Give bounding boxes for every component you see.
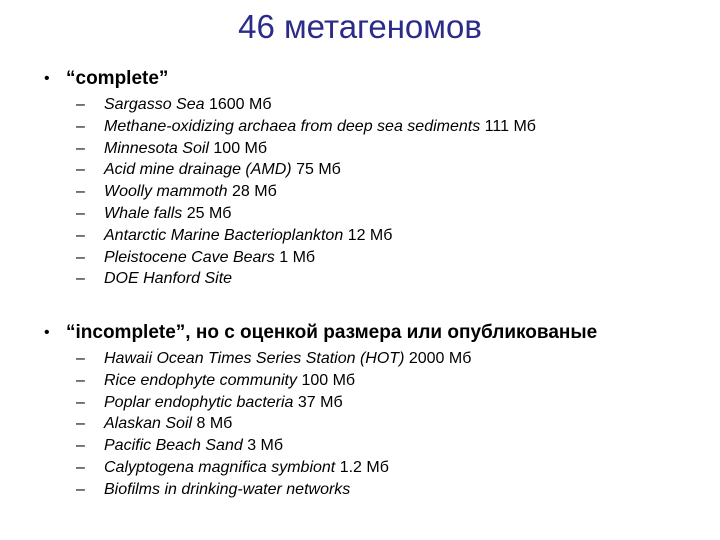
- list-item: [0, 479, 720, 501]
- item-size: 37 Мб: [297, 393, 343, 411]
- list-item: [0, 203, 720, 225]
- item-size: 111 Мб: [484, 117, 536, 135]
- list-item: [0, 348, 720, 370]
- item-name: Pacific Beach Sand: [104, 437, 243, 455]
- item-name: Woolly mammoth: [104, 183, 228, 201]
- item-name: Calyptogena magnifica symbiont: [104, 458, 336, 476]
- list-item: [0, 413, 720, 435]
- dash-marker: –: [76, 371, 85, 389]
- list-item: [0, 116, 720, 138]
- list-item: [0, 94, 720, 116]
- metagenome-list-incomplete: [0, 348, 720, 501]
- item-size: 2000 Мб: [408, 350, 472, 367]
- item-size: 75 Мб: [296, 161, 341, 179]
- item-name: DOE Hanford Site: [104, 270, 233, 288]
- item-name: Antarctic Marine Bacterioplankton: [104, 226, 344, 244]
- item-name: Methane-oxidizing archaea from deep sea sediments: [104, 117, 481, 135]
- list-item: [0, 370, 720, 392]
- item-size: 3 Мб: [247, 437, 284, 455]
- item-name: Acid mine drainage (AMD): [104, 161, 292, 179]
- item-text: [104, 413, 232, 435]
- item-name: Poplar endophytic bacteria: [104, 393, 294, 411]
- item-size: 1 Мб: [279, 248, 316, 266]
- dash-marker: –: [76, 393, 85, 411]
- list-item: [0, 225, 720, 247]
- item-name: Rice endophyte community: [104, 371, 297, 389]
- section-complete: [0, 64, 720, 290]
- dash-marker: –: [76, 161, 85, 179]
- section-heading-text: “incomplete”, но с оценкой размера или опубликованые: [66, 322, 598, 343]
- item-name: Whale falls: [104, 204, 183, 222]
- list-item: [0, 457, 720, 479]
- list-item: [0, 392, 720, 414]
- dash-marker: –: [76, 248, 85, 266]
- metagenome-list-complete: [0, 94, 720, 290]
- item-name: Alaskan Soil: [104, 415, 193, 433]
- dash-marker: –: [76, 183, 85, 201]
- item-size: 25 Мб: [186, 204, 232, 222]
- item-size: 1600 Мб: [208, 96, 272, 113]
- list-item: [0, 247, 720, 269]
- list-item: [0, 138, 720, 160]
- item-text: [104, 348, 471, 370]
- dash-marker: –: [76, 117, 85, 135]
- dash-marker: –: [76, 480, 85, 498]
- item-text: [104, 457, 389, 479]
- dash-marker: –: [76, 350, 85, 367]
- item-text: [104, 370, 355, 392]
- list-item: [0, 159, 720, 181]
- dash-marker: –: [76, 139, 85, 157]
- item-text: [104, 479, 350, 501]
- item-size: 28 Мб: [232, 183, 277, 201]
- item-size: 1.2 Мб: [339, 458, 389, 476]
- item-size: 8 Мб: [196, 415, 233, 433]
- item-name: Minnesota Soil: [104, 139, 209, 157]
- item-name: Hawaii Ocean Times Series Station (HOT): [104, 350, 405, 367]
- item-text: [104, 94, 272, 116]
- list-item: [0, 435, 720, 457]
- item-size: 100 Мб: [213, 139, 268, 157]
- item-text: [104, 247, 315, 269]
- section-heading: [0, 318, 720, 348]
- dash-marker: –: [76, 270, 85, 288]
- item-text: [104, 181, 277, 203]
- item-name: Pleistocene Cave Bears: [104, 248, 275, 266]
- item-size: 100 Мб: [301, 371, 356, 389]
- item-text: [104, 116, 536, 138]
- bullet-marker: •: [44, 324, 50, 341]
- slide-title: 46 метагеномов: [238, 8, 482, 45]
- item-name: Sargasso Sea: [104, 96, 205, 113]
- section-heading: [0, 64, 720, 94]
- item-size: 12 Мб: [347, 226, 393, 244]
- bullet-marker: •: [44, 70, 50, 87]
- dash-marker: –: [76, 415, 85, 433]
- list-item: [0, 181, 720, 203]
- item-text: [104, 159, 341, 181]
- item-text: [104, 225, 392, 247]
- section-heading-text: “complete”: [66, 68, 169, 89]
- item-name: Biofilms in drinking-water networks: [104, 480, 351, 498]
- list-item: [0, 268, 720, 290]
- dash-marker: –: [76, 458, 85, 476]
- dash-marker: –: [76, 226, 85, 244]
- item-text: [104, 435, 283, 457]
- dash-marker: –: [76, 437, 85, 455]
- section-incomplete: [0, 318, 720, 501]
- item-text: [104, 392, 343, 414]
- dash-marker: –: [76, 204, 85, 222]
- item-text: [104, 203, 231, 225]
- dash-marker: –: [76, 96, 85, 113]
- item-text: [104, 268, 232, 290]
- item-text: [104, 138, 267, 160]
